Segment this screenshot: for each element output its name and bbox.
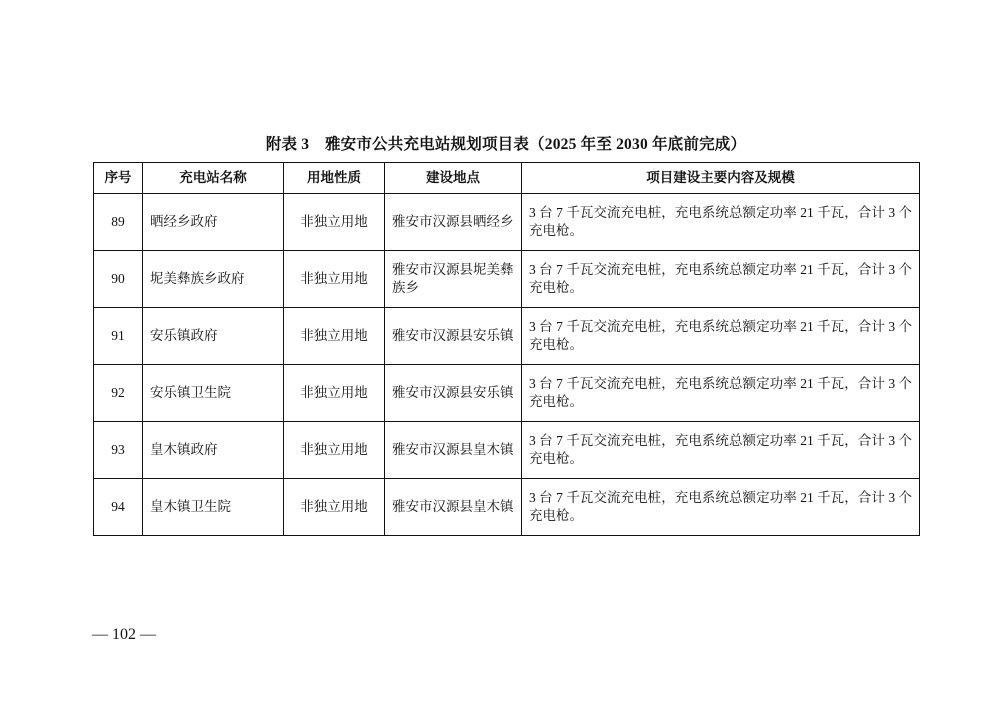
charging-station-plan-table bbox=[93, 162, 920, 536]
row-location: 雅安市汉源县坭美彝族乡 bbox=[385, 251, 522, 308]
row-name: 安乐镇卫生院 bbox=[143, 365, 284, 422]
row-content: 3 台 7 千瓦交流充电桩，充电系统总额定功率 21 千瓦，合计 3 个充电枪。 bbox=[522, 251, 920, 308]
table-header bbox=[94, 163, 920, 194]
row-location: 雅安市汉源县晒经乡 bbox=[385, 194, 522, 251]
header-name: 充电站名称 bbox=[143, 163, 284, 194]
row-land: 非独立用地 bbox=[284, 479, 385, 536]
row-no: 91 bbox=[94, 308, 143, 365]
row-content: 3 台 7 千瓦交流充电桩，充电系统总额定功率 21 千瓦，合计 3 个充电枪。 bbox=[522, 194, 920, 251]
row-land: 非独立用地 bbox=[284, 365, 385, 422]
table-row bbox=[94, 308, 920, 365]
row-name: 皇木镇卫生院 bbox=[143, 479, 284, 536]
row-no: 90 bbox=[94, 251, 143, 308]
table-row bbox=[94, 422, 920, 479]
row-content: 3 台 7 千瓦交流充电桩，充电系统总额定功率 21 千瓦，合计 3 个充电枪。 bbox=[522, 422, 920, 479]
row-content: 3 台 7 千瓦交流充电桩，充电系统总额定功率 21 千瓦，合计 3 个充电枪。 bbox=[522, 479, 920, 536]
row-land: 非独立用地 bbox=[284, 422, 385, 479]
table-body bbox=[94, 194, 920, 536]
row-no: 92 bbox=[94, 365, 143, 422]
header-land: 用地性质 bbox=[284, 163, 385, 194]
header-content: 项目建设主要内容及规模 bbox=[522, 163, 920, 194]
table-row bbox=[94, 194, 920, 251]
row-land: 非独立用地 bbox=[284, 251, 385, 308]
row-content: 3 台 7 千瓦交流充电桩，充电系统总额定功率 21 千瓦，合计 3 个充电枪。 bbox=[522, 308, 920, 365]
header-no: 序号 bbox=[94, 163, 143, 194]
row-name: 晒经乡政府 bbox=[143, 194, 284, 251]
table-row bbox=[94, 365, 920, 422]
row-location: 雅安市汉源县皇木镇 bbox=[385, 422, 522, 479]
row-location: 雅安市汉源县安乐镇 bbox=[385, 308, 522, 365]
row-location: 雅安市汉源县安乐镇 bbox=[385, 365, 522, 422]
row-name: 皇木镇政府 bbox=[143, 422, 284, 479]
table-row bbox=[94, 479, 920, 536]
row-no: 89 bbox=[94, 194, 143, 251]
table-row bbox=[94, 251, 920, 308]
row-content: 3 台 7 千瓦交流充电桩，充电系统总额定功率 21 千瓦，合计 3 个充电枪。 bbox=[522, 365, 920, 422]
header-row bbox=[94, 163, 920, 194]
header-location: 建设地点 bbox=[385, 163, 522, 194]
row-land: 非独立用地 bbox=[284, 308, 385, 365]
row-location: 雅安市汉源县皇木镇 bbox=[385, 479, 522, 536]
table-title: 附表 3 雅安市公共充电站规划项目表（2025 年至 2030 年底前完成） bbox=[265, 136, 747, 153]
row-no: 94 bbox=[94, 479, 143, 536]
row-land: 非独立用地 bbox=[284, 194, 385, 251]
page-number: — 102 — bbox=[92, 626, 156, 643]
row-no: 93 bbox=[94, 422, 143, 479]
row-name: 安乐镇政府 bbox=[143, 308, 284, 365]
row-name: 坭美彝族乡政府 bbox=[143, 251, 284, 308]
